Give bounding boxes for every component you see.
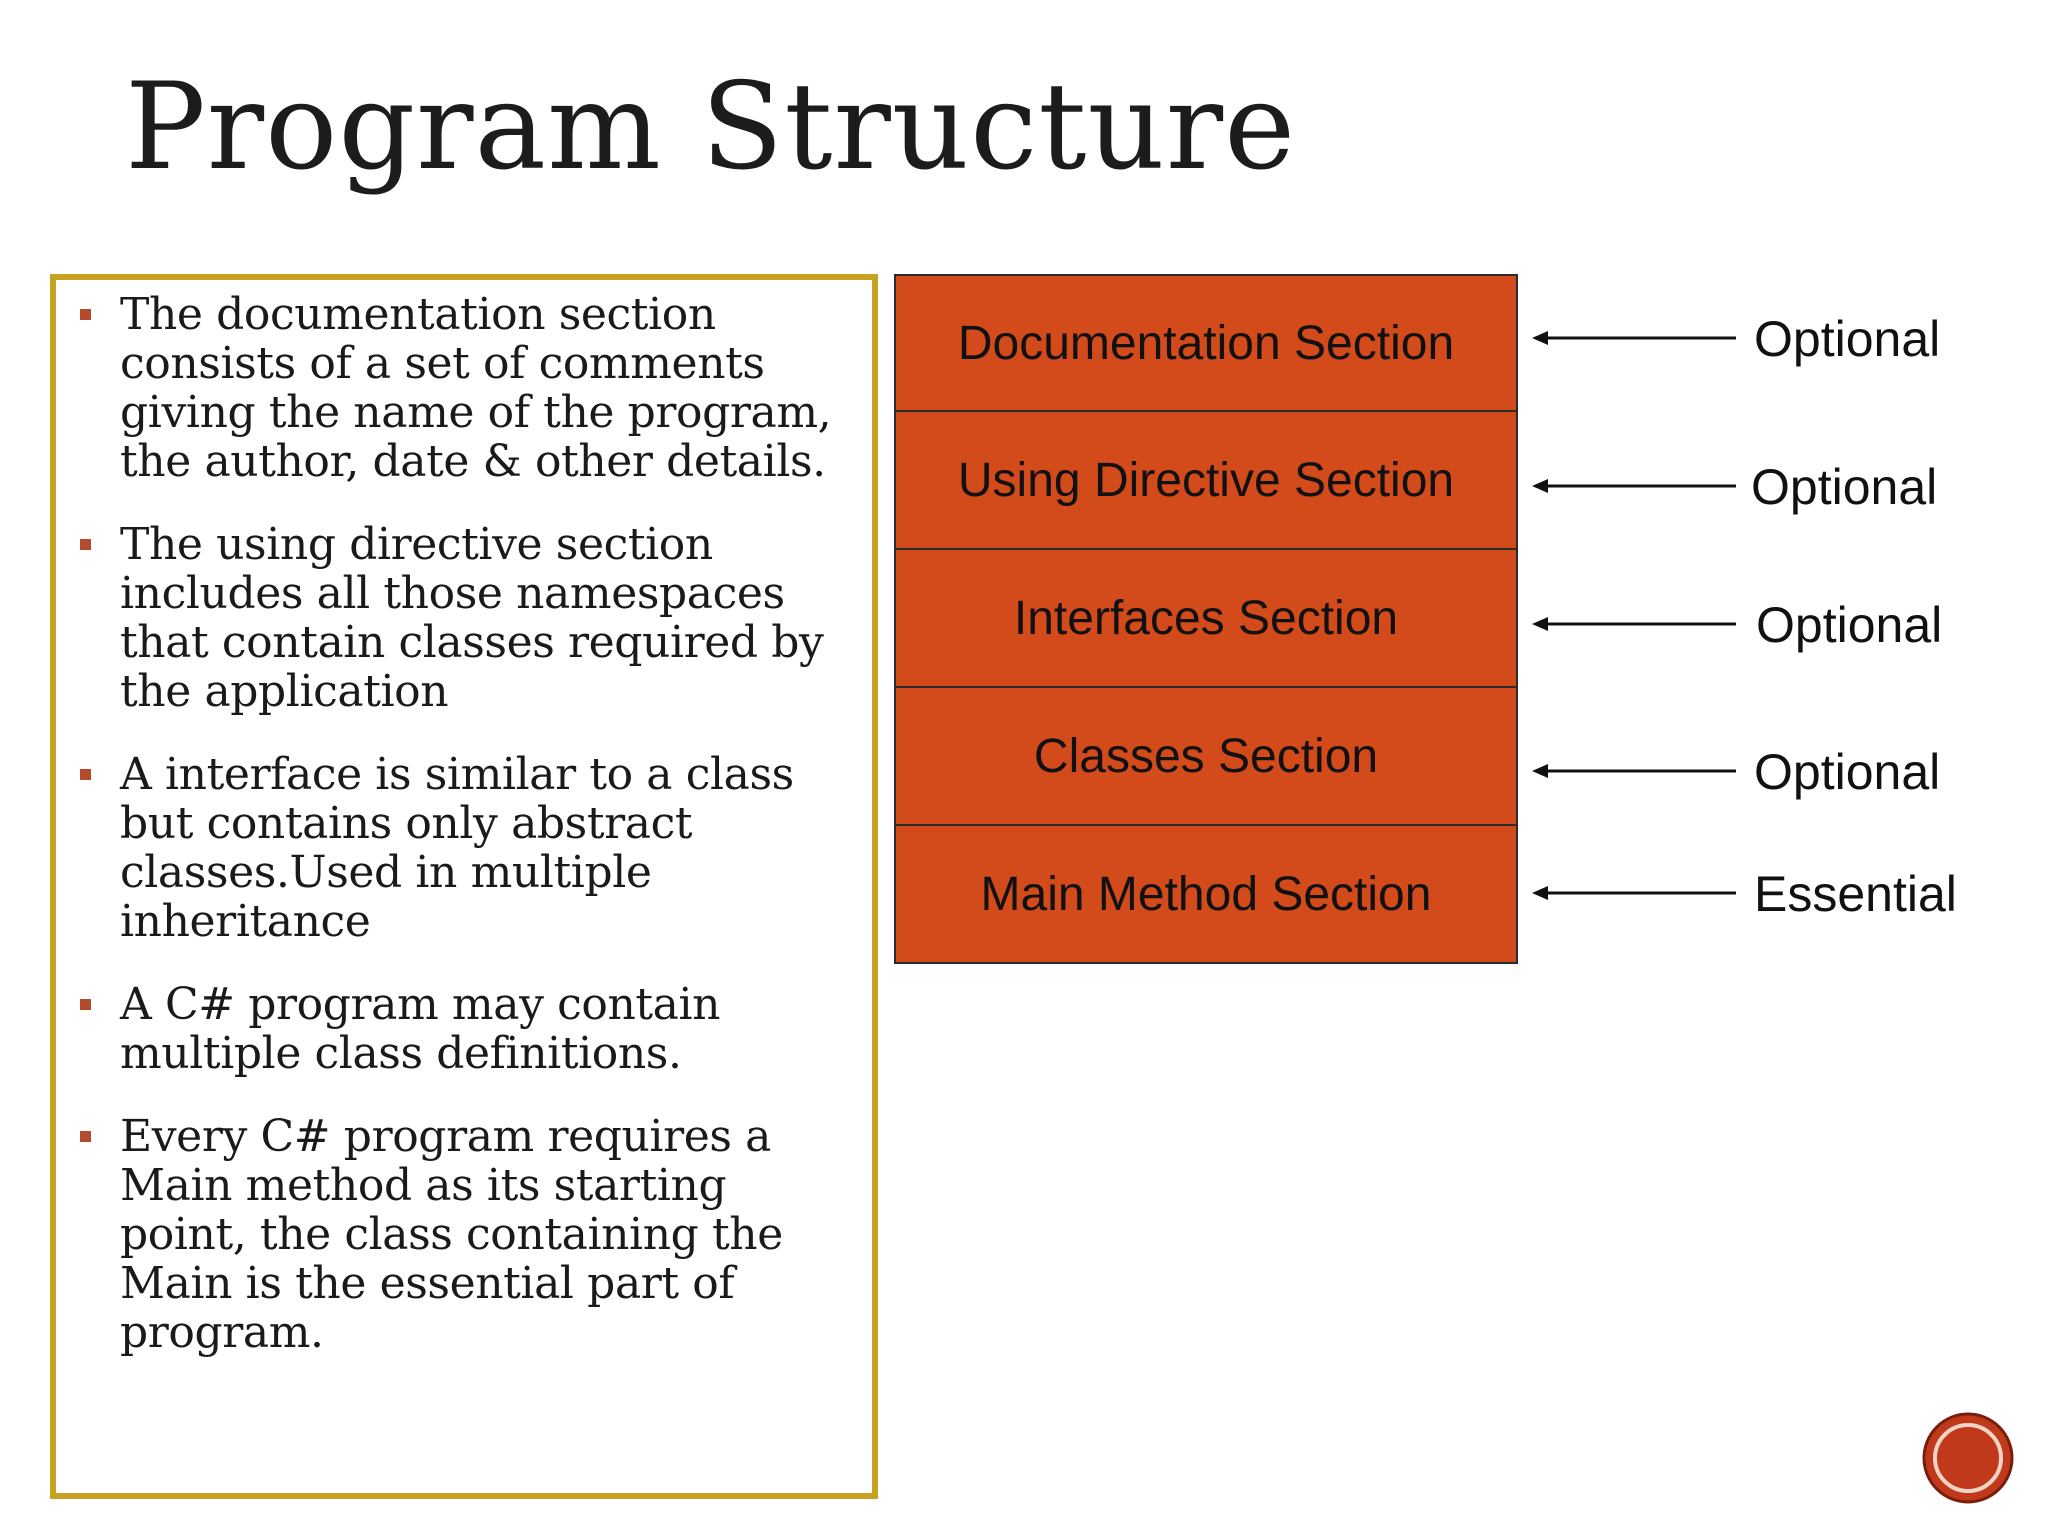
section-box-documentation: Documentation Section xyxy=(894,274,1518,412)
left-arrow-icon xyxy=(1532,886,1736,900)
structure-diagram xyxy=(894,274,1518,964)
bullet-item xyxy=(76,1112,858,1357)
section-box-classes: Classes Section xyxy=(894,688,1518,826)
bullet-item xyxy=(76,290,858,486)
left-arrow-icon xyxy=(1532,617,1736,631)
bullet-text: The documentation section consists of a set of comments giving the name of the program, the author, date & other details. xyxy=(120,289,832,487)
circle-logo-icon xyxy=(1920,1410,2016,1506)
bullet-text: A C# program may contain multiple class definitions. xyxy=(120,979,721,1079)
bullet-square-icon xyxy=(80,539,91,550)
slide-title: Program Structure xyxy=(125,58,1297,197)
section-box-using-directive: Using Directive Section xyxy=(894,412,1518,550)
status-label-classes: Optional xyxy=(1754,744,1941,800)
status-label-main-method: Essential xyxy=(1754,866,1957,922)
section-box-interfaces: Interfaces Section xyxy=(894,550,1518,688)
left-arrow-icon xyxy=(1532,764,1736,778)
bullet-square-icon xyxy=(80,769,91,780)
bullet-square-icon xyxy=(80,1131,91,1142)
status-label-documentation: Optional xyxy=(1754,311,1941,367)
bullet-square-icon xyxy=(80,999,91,1010)
bullet-box xyxy=(50,274,878,1499)
status-annotations xyxy=(1528,274,1968,964)
bullet-square-icon xyxy=(80,309,91,320)
bullet-item xyxy=(76,520,858,716)
left-arrow-icon xyxy=(1532,331,1736,345)
status-label-interfaces: Optional xyxy=(1756,597,1943,653)
left-arrow-icon xyxy=(1532,479,1736,493)
status-label-using-directive: Optional xyxy=(1751,459,1938,515)
bullet-item xyxy=(76,750,858,946)
bullet-list xyxy=(76,290,858,1357)
bullet-item xyxy=(76,980,858,1078)
section-box-main-method: Main Method Section xyxy=(894,826,1518,964)
bullet-text: Every C# program requires a Main method as its starting point, the class containing the Main is the essential part of program. xyxy=(120,1111,783,1358)
bullet-text: A interface is similar to a class but contains only abstract classes.Used in multiple inheritance xyxy=(120,749,794,947)
bullet-text: The using directive section includes all those namespaces that contain classes required by the application xyxy=(120,519,824,717)
arrows-group xyxy=(1528,274,1748,964)
